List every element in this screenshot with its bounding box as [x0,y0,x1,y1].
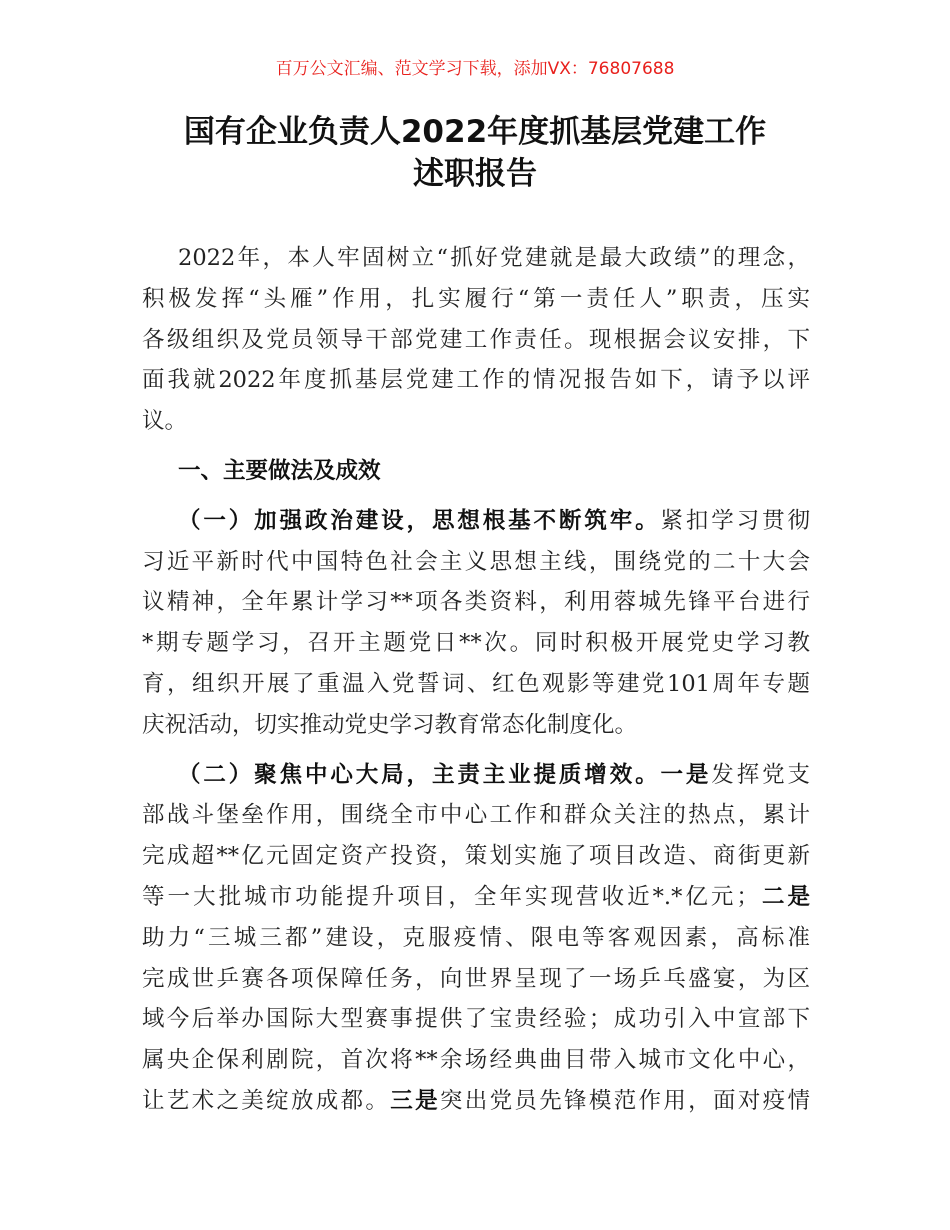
item-2-line: 完成超**亿元固定资产投资，策划实施了项目改造、商街更新 [142,843,810,870]
item-2-point-1: 一是 [660,761,712,788]
item-1-bold-lead: （一）加强政治建设，思想根基不断筑牢。 [178,507,661,534]
item-1-line: 习近平新时代中国特色社会主义思想主线，围绕党的二十大会 [142,548,810,575]
intro-line: 面我就2022年度抓基层党建工作的情况报告如下，请予以评 [142,367,810,394]
item-2-line [142,755,810,796]
intro-line: 2022年，本人牢固树立“抓好党建就是最大政绩”的理念， [178,245,810,271]
item-2-bold-lead: （二）聚焦中心大局，主责主业提质增效。 [178,761,661,788]
section-heading: 一、主要做法及成效 [178,457,381,484]
item-1-line: 议精神，全年累计学习**项各类资料，利用蓉城先锋平台进行 [142,589,810,616]
item-2-line [142,877,810,918]
item-2-text: 等一大批城市功能提升项目，全年实现营收近*.*亿元； [142,883,759,910]
item-2-point-2: 二是 [758,883,810,910]
intro-line: 各级组织及党员领导干部党建工作责任。现根据会议安排，下 [142,326,810,353]
item-1-line [142,501,810,542]
item-1-line: 育，组织开展了重温入党誓词、红色观影等建党101周年专题 [142,670,810,697]
item-2-paragraph [142,755,810,1122]
item-2-text: 发挥党支 [711,761,810,788]
item-2-line: 部战斗堡垒作用，围绕全市中心工作和群众关注的热点，累计 [142,802,810,829]
item-1-paragraph [142,501,810,746]
item-2-line: 属央企保利剧院，首次将**余场经典曲目带入城市文化中心， [142,1047,810,1074]
intro-line: 议。 [142,408,188,435]
watermark-banner: 百万公文汇编、范文学习下载，添加VX：76807688 [275,59,675,79]
item-1-line: 庆祝活动，切实推动党史学习教育常态化制度化。 [142,711,638,738]
item-1-line: *期专题学习，召开主题党日**次。同时积极开展党史学习教 [142,630,810,657]
intro-paragraph [142,238,810,442]
item-2-line: 助力“三城三都”建设，克服疫情、限电等客观因素，高标准 [142,924,810,951]
intro-line: 积极发挥“头雁”作用，扎实履行“第一责任人”职责，压实 [142,285,810,312]
document-title-line-2: 述职报告 [413,156,537,192]
document-body [142,238,810,1122]
item-1-text: 紧扣学习贯彻 [660,507,810,534]
item-2-text: 让艺术之美绽放成都。 [142,1087,391,1114]
document-title-line-1: 国有企业负责人2022年度抓基层党建工作 [183,114,767,150]
item-2-line: 完成世乒赛各项保障任务，向世界呈现了一场乒乓盛宴，为区 [142,965,810,992]
item-2-line [142,1081,810,1122]
item-2-text: 突出党员先锋模范作用，面对疫情 [439,1087,810,1114]
item-2-line: 域今后举办国际大型赛事提供了宝贵经验；成功引入中宣部下 [142,1006,810,1033]
item-2-point-3: 三是 [390,1087,440,1114]
